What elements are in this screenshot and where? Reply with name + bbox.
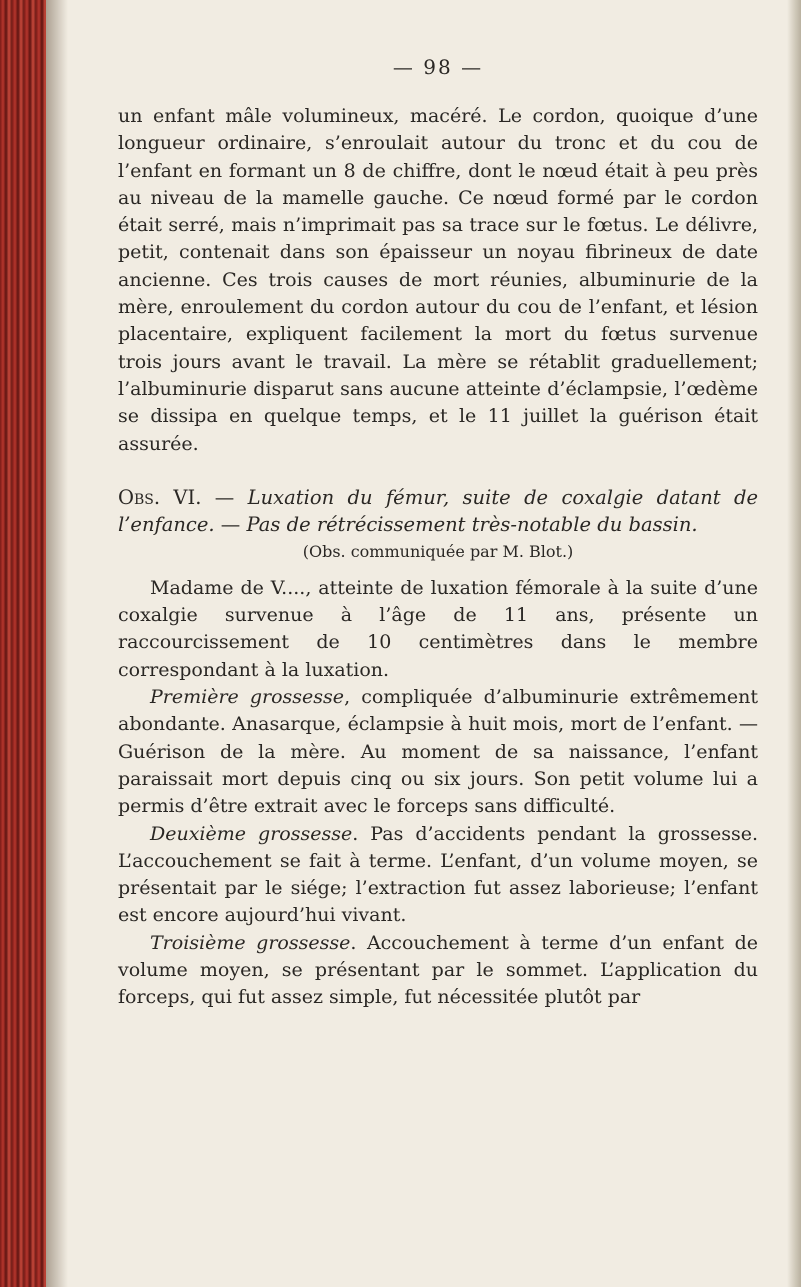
- paragraph-second-pregnancy: [118, 821, 758, 930]
- gutter-shadow: [46, 0, 68, 1287]
- third-pregnancy-text: . Accouchement à terme d’un enfant de volume moyen, se présentant par le sommet. L’application du forceps, qui fut assez simple, fut nécessitée plutôt par: [118, 931, 758, 1009]
- heading-dash: —: [214, 512, 247, 536]
- paragraph-case-intro: Madame de V...., atteinte de luxation fémorale à la suite d’une coxalgie survenue à l’âge de 11 ans, présente un raccourcissement de 10 centimètres dans le membre correspondant à la luxation.: [118, 576, 758, 681]
- heading-dash: —: [201, 485, 248, 509]
- first-pregnancy-text: , compliquée d’albuminurie extrêmement abondante. Anasarque, éclampsie à huit mois, mort de l’enfant. — Guérison de la mère. Au moment de sa naissance, l’enfant paraissait mort depuis cinq ou six jours. Son petit volume lui a permis d’être extrait avec le forceps sans difficulté.: [118, 686, 758, 818]
- second-pregnancy-text: . Pas d’accidents pendant la grossesse. L’accouchement se fait à terme. L’enfant, d’un volume moyen, se présentait par le siége; l’extraction fut assez laborieuse; l’enfant est encore aujourd’hui vivant.: [118, 822, 758, 927]
- book-page: [118, 55, 758, 1012]
- observation-title: Luxation du fémur, suite de coxalgie datant de l’enfance.: [118, 485, 758, 536]
- page-edge: [787, 0, 801, 1287]
- paragraph-first-pregnancy: [118, 684, 758, 820]
- observation-subtitle: Pas de rétrécissement très-notable du bassin.: [246, 512, 698, 536]
- observation-source: (Obs. communiquée par M. Blot.): [302, 541, 574, 561]
- observation-heading: [118, 484, 758, 538]
- first-pregnancy-label: Première grossesse: [150, 686, 345, 709]
- observation-label: Obs. VI.: [118, 485, 202, 509]
- second-pregnancy-label: Deuxième grossesse: [150, 822, 353, 845]
- page-number-header: — 98 —: [392, 55, 484, 79]
- paragraph-continuation: un enfant mâle volumineux, macéré. Le cordon, quoique d’une longueur ordinaire, s’enroulait autour du tronc et du cou de l’enfant en formant un 8 de chiffre, dont le nœud était à peu près au niveau de la mamelle gauche. Ce nœud formé par le cordon était serré, mais n’imprimait pas sa trace sur le fœtus. Le délivre, petit, contenait dans son épaisseur un noyau fibrineux de date ancienne. Ces trois causes de mort réunies, albuminurie de la mère, enroulement du cordon autour du cou de l’enfant, et lésion placentaire, expliquent facilement la mort du fœtus survenue trois jours avant le travail. La mère se rétablit graduellement; l’albuminurie disparut sans aucune atteinte d’éclampsie, l’œdème se dissipa en quelque temps, et le 11 juillet la guérison était assurée.: [118, 105, 758, 455]
- paragraph-third-pregnancy: [118, 930, 758, 1012]
- third-pregnancy-label: Troisième grossesse: [150, 931, 351, 954]
- book-binding: [0, 0, 46, 1287]
